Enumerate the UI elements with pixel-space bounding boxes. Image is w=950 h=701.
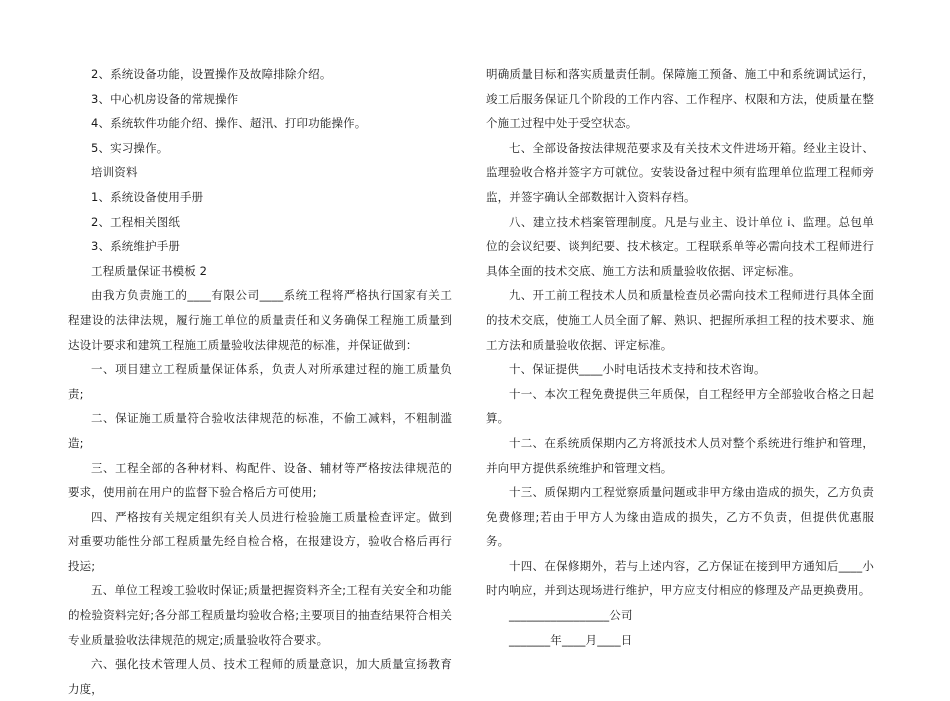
paragraph: 十二、在系统质保期内乙方将派技术人员对整个系统进行维护和管理，并向甲方提供系统维护和管理文档。 xyxy=(486,435,874,475)
paragraph: 五、单位工程竣工验收时保证;质量把握资料齐全;工程有关安全和功能的检验资料完好;各分部工程质量均验收合格;主要项目的抽查结果符合相关专业质量验收法律规范的规定;质量验收符合要求。 xyxy=(68,583,452,647)
right-column xyxy=(486,62,874,652)
paragraph: 八、建立技术档案管理制度。凡是与业主、设计单位 i、监理。总包单位的会议纪要、谈判纪要、技术核定。工程联系单等必需向技术工程师进行具体全面的技术交底、施工方法和质量验收依据、评定标准。 xyxy=(486,214,874,278)
company-signature-line: _________________公司 xyxy=(509,608,633,623)
paragraph: 3、中心机房设备的常规操作 xyxy=(91,91,239,106)
paragraph: 5、实习操作。 xyxy=(91,140,169,155)
paragraph: 十、保证提供____小时电话技术支持和技术咨询。 xyxy=(509,362,766,377)
paragraph: 3、系统维护手册 xyxy=(91,239,181,254)
date-line: _______年____月____日 xyxy=(509,632,633,647)
paragraph-continuation: 明确质量目标和落实质量责任制。保障施工预备、施工中和系统调试运行，竣工后服务保证几个阶段的工作内容、工作程序、权限和方法，使质量在整个施工过程中处于受空状态。 xyxy=(486,67,874,131)
paragraph: 六、强化技术管理人员、技术工程师的质量意识，加大质量宣扬教育力度， xyxy=(68,657,452,696)
paragraph: 4、系统软件功能介绍、操作、超汛、打印功能操作。 xyxy=(91,116,367,131)
paragraph: 由我方负责施工的____有限公司____系统工程将严格执行国家有关工程建设的法律法规，履行施工单位的质量责任和义务确保工程施工质量到达设计要求和建筑工程施工质量验收法律规范的标准，并保证做到： xyxy=(68,288,452,352)
paragraph: 十三、质保期内工程觉察质量问题或非甲方缘由造成的损失，乙方负责免费修理;若由于甲方人为缘由造成的损失，乙方不负责，但提供优惠服务。 xyxy=(486,485,874,549)
paragraph: 九、开工前工程技术人员和质量检查员必需向技术工程师进行具体全面的技术交底，使施工人员全面了解、熟识、把握所承担工程的技术要求、施工方法和质量验收依据、评定标准。 xyxy=(486,288,874,352)
template-title: 工程质量保证书模板 2 xyxy=(91,263,208,278)
paragraph: 2、系统设备功能，设置操作及故障排除介绍。 xyxy=(91,67,332,81)
paragraph: 二、保证施工质量符合验收法律规范的标准，不偷工减料，不粗制滥造; xyxy=(68,411,452,450)
paragraph: 1、系统设备使用手册 xyxy=(91,189,204,204)
paragraph: 2、工程相关图纸 xyxy=(91,214,181,229)
paragraph: 十一、本次工程免费提供三年质保，自工程经甲方全部验收合格之日起算。 xyxy=(486,386,874,426)
paragraph: 三、工程全部的各种材料、构配件、设备、辅材等严格按法律规范的要求，使用前在用户的监督下验合格后方可使用; xyxy=(68,460,452,500)
paragraph: 一、项目建立工程质量保证体系，负责人对所承建过程的施工质量负责; xyxy=(68,362,452,401)
paragraph: 七、全部设备按法律规范要求及有关技术文件进场开箱。经业主设计、监理验收合格并签字方可就位。安装设备过程中须有监理单位监理工程师旁监，并签字确认全部数据计入资料存档。 xyxy=(486,140,874,204)
section-heading-training-materials: 培训资料 xyxy=(91,165,138,180)
paragraph: 四、严格按有关规定组织有关人员进行检验施工质量检查评定。做到对重要功能性分部工程质量先经自检合格，在报建设方，验收合格后再行投运; xyxy=(68,509,452,573)
paragraph: 十四、在保修期外，若与上述内容，乙方保证在接到甲方通知后____小时内响应，并到达现场进行维护，甲方应支付相应的修理及产品更换费用。 xyxy=(486,558,874,598)
left-column xyxy=(68,62,452,701)
